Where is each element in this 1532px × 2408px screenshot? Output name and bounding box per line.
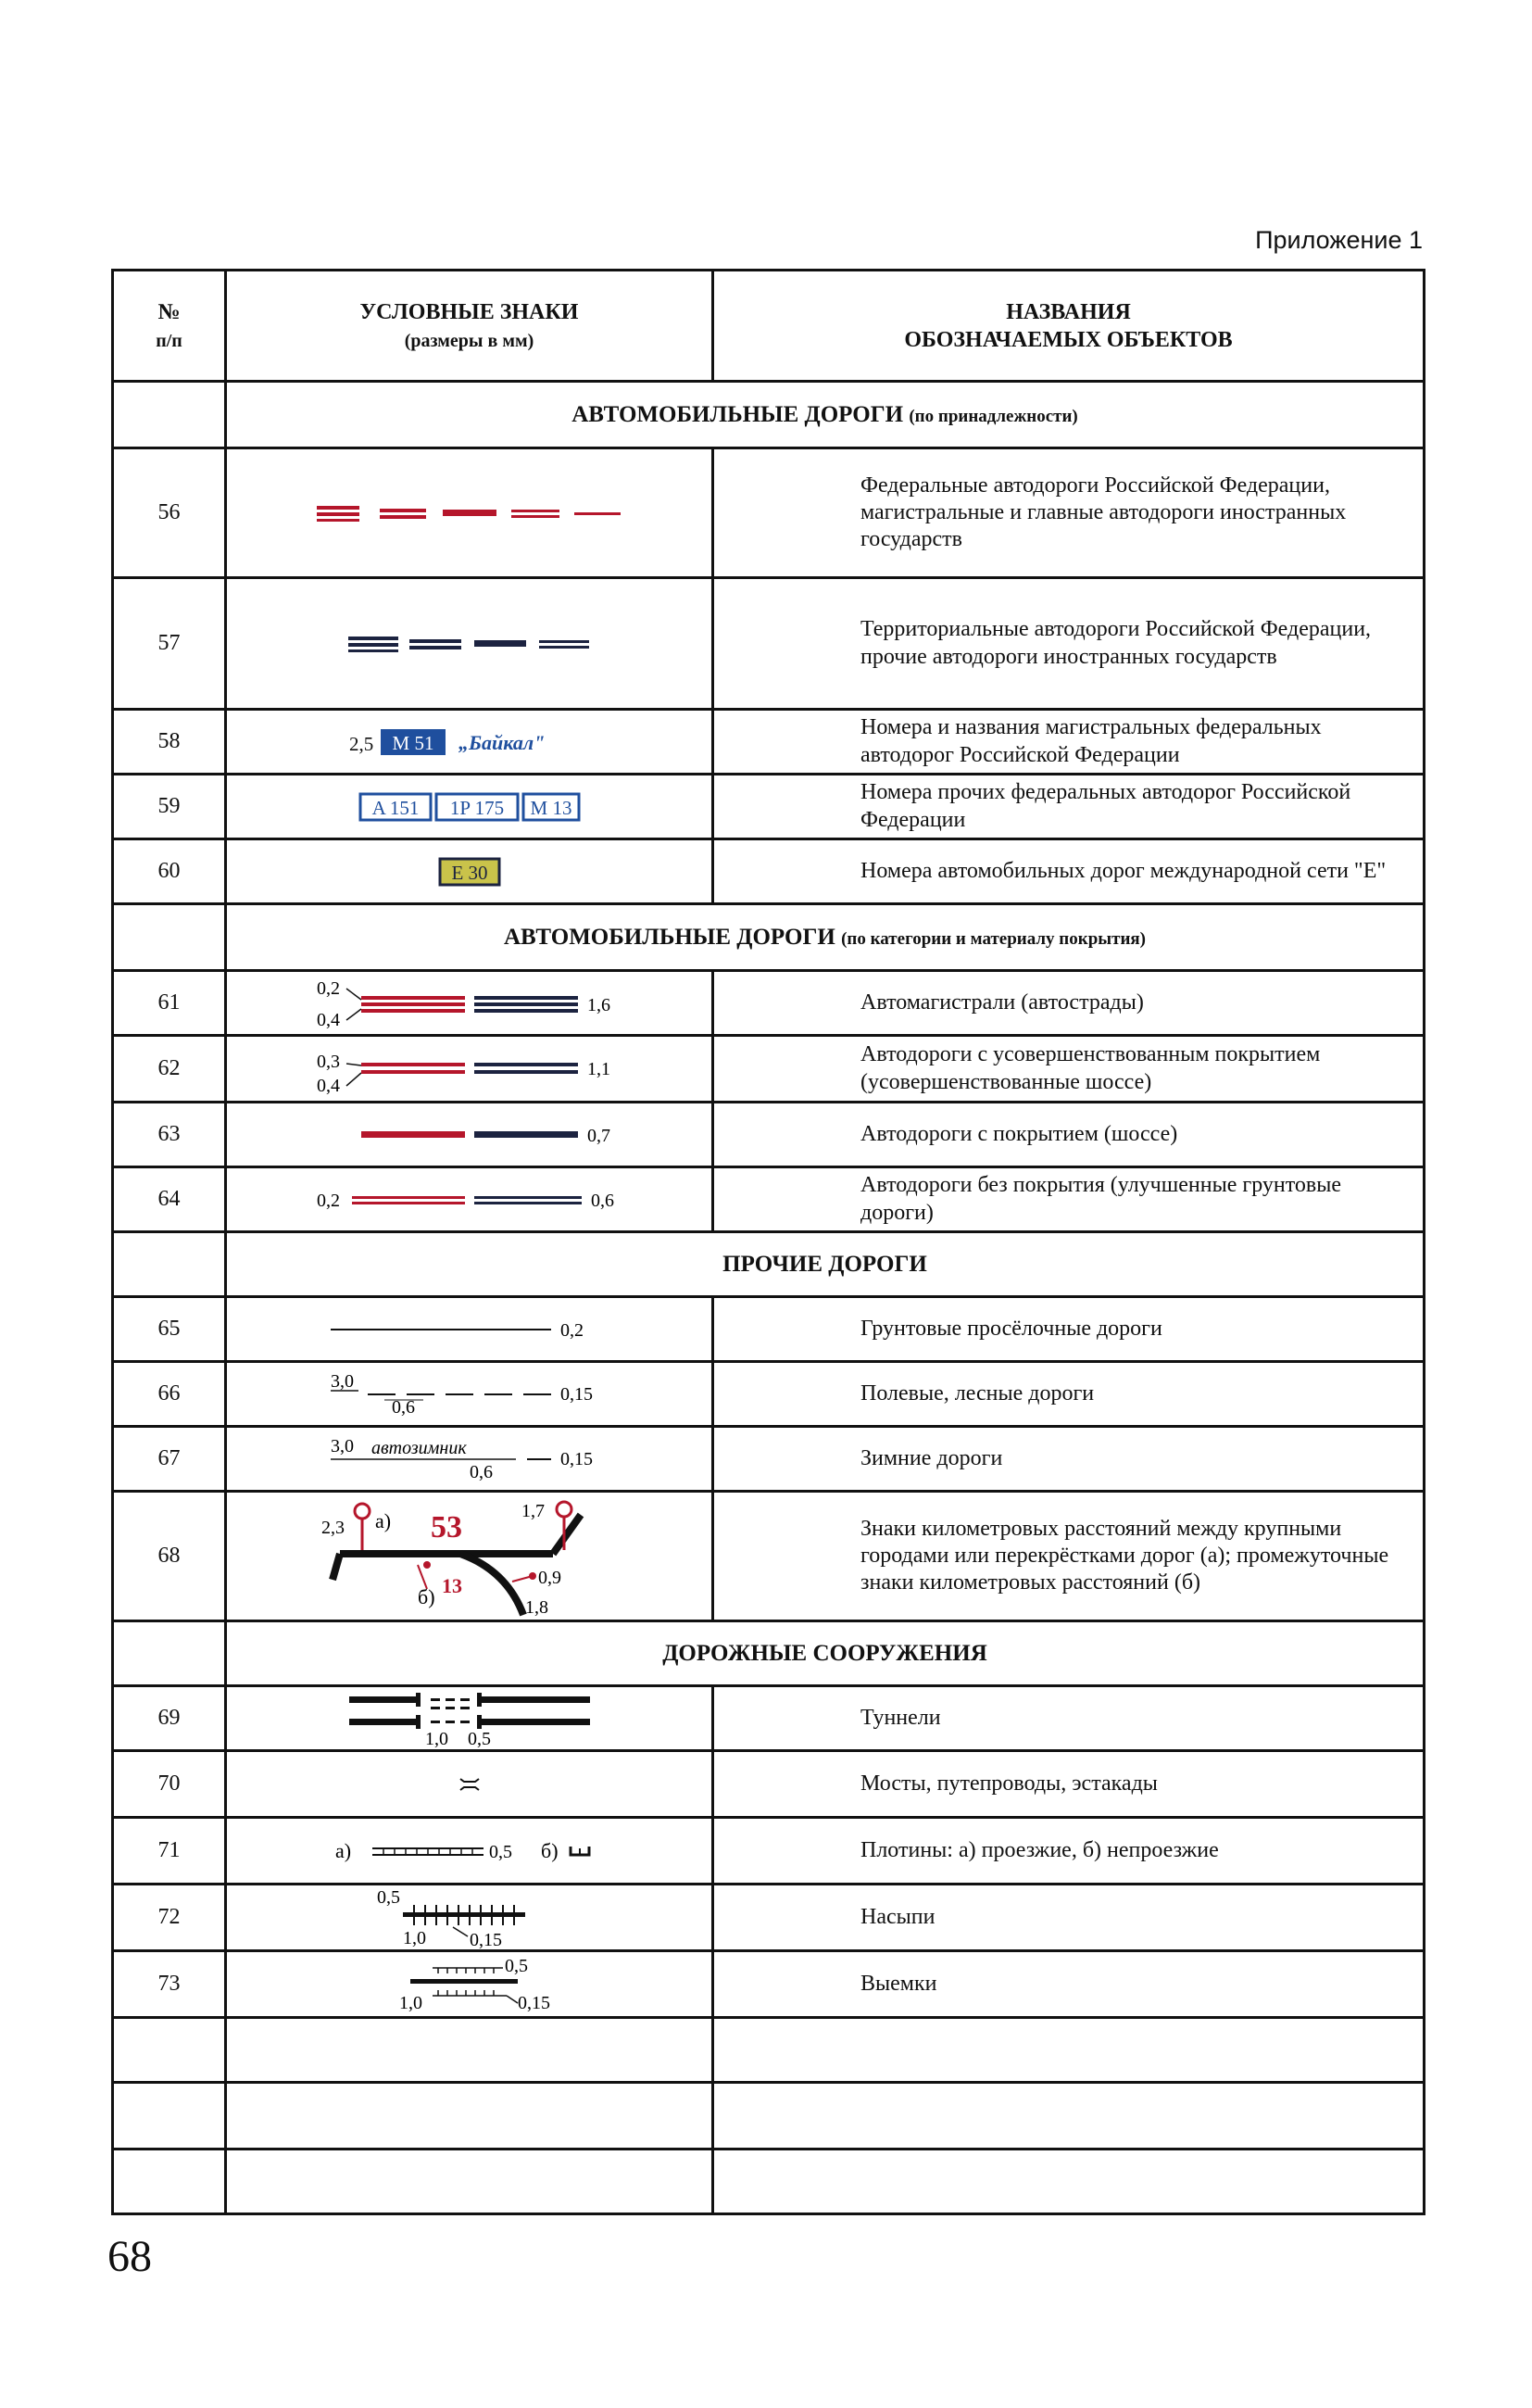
row-number: 70: [113, 1751, 226, 1818]
svg-text:а): а): [374, 1508, 391, 1532]
svg-text:53: 53: [430, 1509, 462, 1544]
symbol-cell: [226, 1686, 713, 1751]
description: Федеральные автодороги Российской Федерации, магистральные и главные автодороги иностранных государств: [713, 448, 1425, 578]
row-number: 73: [113, 1951, 226, 2018]
description: Выемки: [713, 1951, 1425, 2018]
svg-text:1,6: 1,6: [586, 994, 610, 1015]
row-number: 69: [113, 1686, 226, 1751]
description: Грунтовые просёлочные дороги: [713, 1297, 1425, 1362]
description: Мосты, путепроводы, эстакады: [713, 1751, 1425, 1818]
section-row: [113, 1232, 1425, 1297]
svg-text:б): б): [540, 1838, 559, 1862]
cutting-symbol: [377, 1955, 562, 2014]
description: Автодороги с усовершенствованным покрытием (усовершенствованные шоссе): [713, 1036, 1425, 1103]
svg-text:0,2: 0,2: [316, 1190, 340, 1211]
row-number: 68: [113, 1492, 226, 1621]
winter-road-symbol: [331, 1437, 609, 1481]
table-row: [113, 1362, 1425, 1427]
empty-row: [113, 2083, 1425, 2150]
road-badge: A 151: [371, 796, 419, 819]
svg-text:0,6: 0,6: [590, 1190, 614, 1211]
symbol-cell: [226, 1492, 713, 1621]
territorial-road-symbol: [348, 635, 591, 653]
svg-text:3,0: 3,0: [330, 1370, 354, 1392]
description: Туннели: [713, 1686, 1425, 1751]
symbol-cell: [226, 971, 713, 1036]
row-number: 58: [113, 710, 226, 775]
row-number: 63: [113, 1103, 226, 1167]
other-road-number-symbol: [358, 790, 581, 824]
symbol-cell: [226, 578, 713, 710]
svg-text:1,8: 1,8: [524, 1596, 548, 1618]
legend-table: [111, 269, 1425, 2215]
dam-symbol: [335, 1837, 604, 1865]
table-row: [113, 1427, 1425, 1492]
row-number: 71: [113, 1818, 226, 1885]
dirt-road-symbol: [331, 1316, 609, 1343]
symbol-cell: [226, 1297, 713, 1362]
row-number: 64: [113, 1167, 226, 1232]
symbol-cell: [226, 1885, 713, 1951]
section-row: [113, 904, 1425, 971]
unpaved-road-symbol: [317, 1186, 622, 1214]
page-number: 68: [107, 2232, 152, 2281]
row-number: 65: [113, 1297, 226, 1362]
description: Знаки километровых расстояний между крупными городами или перекрёстками дорог (а); промежуточные знаки километровых расстояний (б): [713, 1492, 1425, 1621]
header-names: НАЗВАНИЯ ОБОЗНАЧАЕМЫХ ОБЪЕКТОВ: [713, 271, 1425, 382]
section-row: [113, 382, 1425, 448]
table-row: [113, 775, 1425, 839]
table-row: [113, 839, 1425, 904]
table-row: [113, 578, 1425, 710]
row-number: 67: [113, 1427, 226, 1492]
symbol-cell: [226, 1951, 713, 2018]
row-number: 61: [113, 971, 226, 1036]
header-num: № п/п: [113, 271, 226, 382]
row-number: 56: [113, 448, 226, 578]
description: Автомагистрали (автострады): [713, 971, 1425, 1036]
svg-text:1,0: 1,0: [402, 1927, 426, 1948]
table-row: [113, 1951, 1425, 2018]
svg-text:0,5: 0,5: [376, 1886, 400, 1908]
symbol-cell: [226, 775, 713, 839]
svg-text:0,5: 0,5: [467, 1728, 491, 1749]
description: Номера автомобильных дорог международной сети "Е": [713, 839, 1425, 904]
km-distance-symbol: [321, 1496, 618, 1617]
table-row: [113, 448, 1425, 578]
appendix-label: Приложение 1: [1255, 226, 1423, 254]
row-number: 57: [113, 578, 226, 710]
symbol-cell: [226, 1427, 713, 1492]
motorway-symbol: [317, 977, 622, 1029]
symbol-cell: [226, 839, 713, 904]
symbol-cell: [226, 1818, 713, 1885]
svg-text:0,9: 0,9: [537, 1567, 561, 1588]
header-signs: УСЛОВНЫЕ ЗНАКИ (размеры в мм): [226, 271, 713, 382]
table-row: [113, 1103, 1425, 1167]
table-row: [113, 1751, 1425, 1818]
description: Зимние дороги: [713, 1427, 1425, 1492]
svg-text:2,3: 2,3: [320, 1517, 345, 1538]
symbol-cell: [226, 448, 713, 578]
embankment-symbol: [377, 1888, 562, 1948]
description: Полевые, лесные дороги: [713, 1362, 1425, 1427]
svg-text:1,0: 1,0: [424, 1728, 448, 1749]
row-number: 62: [113, 1036, 226, 1103]
row-number: 59: [113, 775, 226, 839]
svg-text:0,3: 0,3: [316, 1051, 340, 1072]
table-row: [113, 1885, 1425, 1951]
svg-text:3,0: 3,0: [330, 1435, 354, 1456]
symbol-cell: [226, 1362, 713, 1427]
svg-text:0,2: 0,2: [559, 1319, 584, 1341]
svg-text:автозимник: автозимник: [370, 1437, 467, 1458]
svg-text:0,15: 0,15: [517, 1992, 550, 2013]
svg-text:13: 13: [441, 1573, 462, 1597]
description: Территориальные автодороги Российской Федерации, прочие автодороги иностранных государств: [713, 578, 1425, 710]
road-badge: M 51: [392, 731, 433, 754]
improved-road-symbol: [317, 1043, 622, 1095]
table-row: [113, 971, 1425, 1036]
table-header: [113, 271, 1425, 382]
table-row: [113, 1492, 1425, 1621]
section-title: АВТОМОБИЛЬНЫЕ ДОРОГИ (по категории и материалу покрытия): [226, 904, 1425, 971]
row-number: 60: [113, 839, 226, 904]
row-number: 72: [113, 1885, 226, 1951]
empty-row: [113, 2018, 1425, 2083]
road-badge: M 13: [530, 796, 571, 819]
svg-text:0,15: 0,15: [559, 1383, 593, 1405]
svg-text:1,1: 1,1: [586, 1058, 610, 1079]
empty-row: [113, 2150, 1425, 2214]
federal-road-symbol: [317, 504, 622, 523]
tunnel-symbol: [349, 1691, 590, 1749]
paved-road-symbol: [317, 1121, 622, 1149]
table-row: [113, 1818, 1425, 1885]
svg-text:а): а): [334, 1838, 351, 1862]
description: Автодороги без покрытия (улучшенные грунтовые дороги): [713, 1167, 1425, 1232]
section-title: АВТОМОБИЛЬНЫЕ ДОРОГИ (по принадлежности): [226, 382, 1425, 448]
svg-text:0,2: 0,2: [316, 977, 340, 999]
svg-text:0,5: 0,5: [488, 1841, 512, 1862]
section-title: ПРОЧИЕ ДОРОГИ: [226, 1232, 1425, 1297]
road-badge: 1P 175: [449, 796, 504, 819]
international-road-symbol: [437, 855, 502, 889]
section-title: ДОРОЖНЫЕ СООРУЖЕНИЯ: [226, 1621, 1425, 1686]
symbol-cell: [226, 1036, 713, 1103]
description: Номера и названия магистральных федеральных автодорог Российской Федерации: [713, 710, 1425, 775]
svg-text:0,4: 0,4: [316, 1075, 340, 1096]
field-road-symbol: [331, 1372, 609, 1417]
svg-text:0,6: 0,6: [469, 1461, 493, 1482]
description: Плотины: а) проезжие, б) непроезжие: [713, 1818, 1425, 1885]
road-name: „Байкал": [458, 730, 545, 754]
table-row: [113, 1167, 1425, 1232]
svg-text:0,7: 0,7: [586, 1125, 610, 1146]
table-row: [113, 1297, 1425, 1362]
bridge-symbol: [458, 1775, 481, 1794]
symbol-cell: [226, 710, 713, 775]
symbol-cell: [226, 1103, 713, 1167]
federal-road-number-symbol: [349, 725, 590, 759]
table-row: [113, 710, 1425, 775]
svg-text:0,5: 0,5: [504, 1955, 528, 1976]
symbol-cell: [226, 1167, 713, 1232]
svg-text:1,0: 1,0: [398, 1992, 422, 2013]
svg-text:0,6: 0,6: [391, 1396, 415, 1418]
description: Автодороги с покрытием (шоссе): [713, 1103, 1425, 1167]
table-row: [113, 1686, 1425, 1751]
description: Насыпи: [713, 1885, 1425, 1951]
description: Номера прочих федеральных автодорог Российской Федерации: [713, 775, 1425, 839]
road-badge: E 30: [450, 861, 488, 884]
svg-text:0,15: 0,15: [559, 1448, 593, 1469]
section-row: [113, 1621, 1425, 1686]
row-number: 66: [113, 1362, 226, 1427]
symbol-cell: [226, 1751, 713, 1818]
svg-text:б): б): [417, 1584, 435, 1608]
svg-text:1,7: 1,7: [521, 1500, 545, 1521]
table-row: [113, 1036, 1425, 1103]
svg-text:0,4: 0,4: [316, 1009, 340, 1030]
svg-text:0,15: 0,15: [469, 1929, 502, 1950]
dimension-label: 2,5: [348, 732, 373, 755]
